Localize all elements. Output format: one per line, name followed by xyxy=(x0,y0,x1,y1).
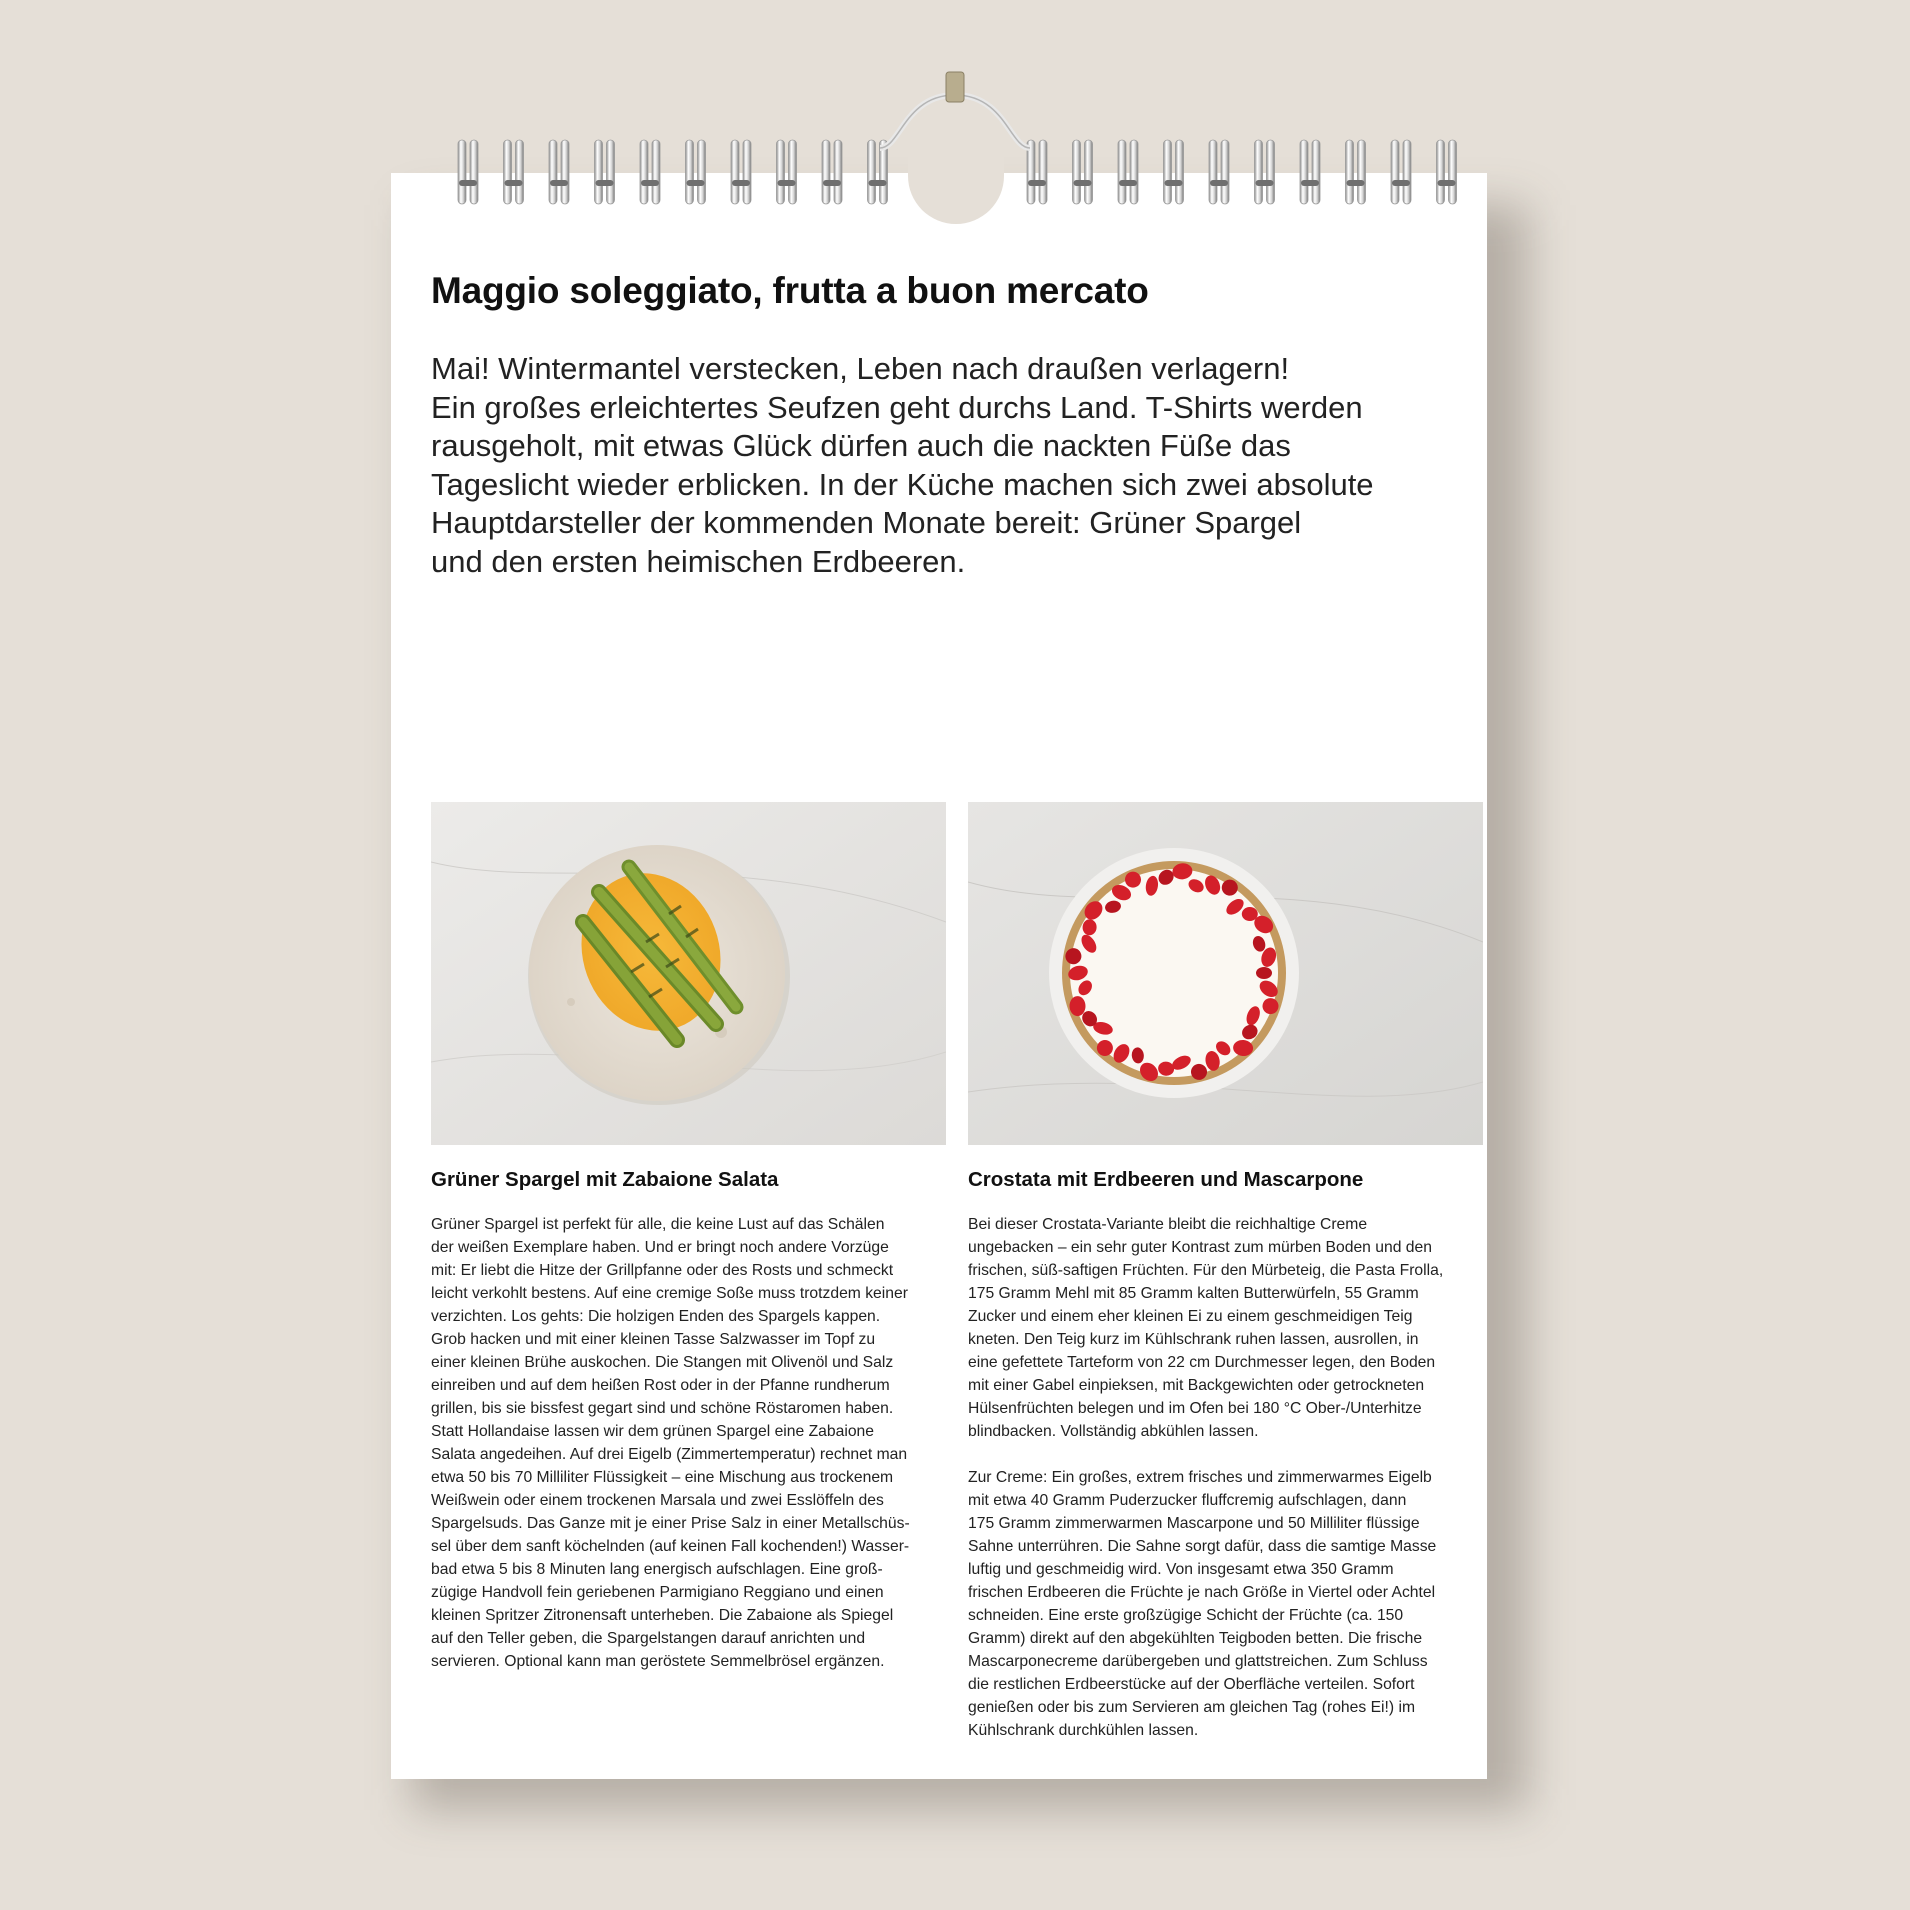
recipe-line: Spargelsuds. Das Ganze mit je einer Prise Salz in einer Metallschüs- xyxy=(431,1515,910,1532)
recipe-line: frischen, süß-saftigen Früchten. Für den Mürbeteig, die Pasta Frolla, xyxy=(968,1262,1444,1279)
recipe-line: Grob hacken und mit einer kleinen Tasse Salzwasser im Topf zu xyxy=(431,1331,876,1348)
recipe-line: Gramm) direkt auf den abgekühlten Teigboden betten. Die frische xyxy=(968,1630,1423,1647)
recipe-line: genießen oder bis zum Servieren am gleichen Tag (rohes Ei!) im xyxy=(968,1699,1416,1716)
recipe-line: Zucker und einem eher kleinen Ei zu einem geschmeidigen Teig xyxy=(968,1308,1413,1325)
intro-line: Mai! Wintermantel verstecken, Leben nach draußen verlagern! xyxy=(431,351,1290,386)
recipe-line: bad etwa 5 bis 8 Minuten lang energisch aufschlagen. Eine groß- xyxy=(431,1561,883,1578)
strawberry xyxy=(1256,967,1272,979)
recipe-text-asparagus xyxy=(431,1213,971,1673)
recipe-line: sel über dem sanft köchelnden (auf keinen Fall kochenden!) Wasser- xyxy=(431,1538,910,1555)
hanger-wire xyxy=(880,95,1030,148)
recipe-line: Kühlschrank durchkühlen lassen. xyxy=(968,1722,1199,1739)
recipe-line: Sahne unterrühren. Die Sahne sorgt dafür, dass die samtige Masse xyxy=(968,1538,1437,1555)
recipe-line: Zur Creme: Ein großes, extrem frisches und zimmerwarmes Eigelb xyxy=(968,1469,1432,1486)
recipe-line: einreiben und auf dem heißen Rost oder in der Pfanne rundherum xyxy=(431,1377,890,1394)
recipe-line xyxy=(968,1443,1508,1466)
recipe-line: kleinen Spritzer Zitronensaft unterheben. Die Zabaione als Spiegel xyxy=(431,1607,894,1624)
recipe-title-asparagus: Grüner Spargel mit Zabaione Salata xyxy=(431,1168,779,1191)
recipe-line: auf den Teller geben, die Spargelstangen darauf anrichten und xyxy=(431,1630,866,1647)
recipe-line: etwa 50 bis 70 Milliliter Flüssigkeit – eine Mischung aus trockenem xyxy=(431,1469,894,1486)
recipe-text-crostata xyxy=(968,1213,1508,1742)
intro-line: Ein großes erleichtertes Seufzen geht durchs Land. T-Shirts werden xyxy=(431,389,1363,425)
recipe-line: frischen Erdbeeren die Früchte je nach Größe in Viertel oder Achtel xyxy=(968,1584,1436,1601)
recipe-line: 175 Gramm Mehl mit 85 Gramm kalten Butterwürfeln, 55 Gramm xyxy=(968,1285,1419,1302)
recipe-line: Salata angedeihen. Auf drei Eigelb (Zimmertemperatur) rechnet man xyxy=(431,1446,908,1463)
recipe-line: zügige Handvoll fein geriebenen Parmigiano Reggiano und einen xyxy=(431,1584,884,1601)
recipe-line: 175 Gramm zimmerwarmen Mascarpone und 50 Milliliter flüssige xyxy=(968,1515,1420,1532)
crostata-photo xyxy=(968,802,1483,1145)
intro-line: Tageslicht wieder erblicken. In der Küche machen sich zwei absolute xyxy=(431,466,1374,502)
recipe-line: servieren. Optional kann man geröstete Semmelbrösel ergänzen. xyxy=(431,1653,885,1670)
recipe-line: mit: Er liebt die Hitze der Grillpfanne oder des Rosts und schmeckt xyxy=(431,1262,894,1279)
recipe-line: mit etwa 40 Gramm Puderzucker fluffcremig aufschlagen, dann xyxy=(968,1492,1407,1509)
page-title: Maggio soleggiato, frutta a buon mercato xyxy=(431,270,1149,311)
intro-line: und den ersten heimischen Erdbeeren. xyxy=(431,543,966,579)
recipe-line: schneiden. Eine erste großzügige Schicht der Früchte (ca. 150 xyxy=(968,1607,1404,1624)
recipe-line: einer kleinen Brühe auskochen. Die Stangen mit Olivenöl und Salz xyxy=(431,1354,894,1371)
recipe-line: Hülsenfrüchten belegen und im Ofen bei 180 °C Ober-/Unterhitze xyxy=(968,1400,1422,1417)
recipe-line: Bei dieser Crostata-Variante bleibt die reichhaltige Creme xyxy=(968,1216,1368,1233)
recipe-line: blindbacken. Vollständig abkühlen lassen. xyxy=(968,1423,1259,1440)
intro-line: Hauptdarsteller der kommenden Monate bereit: Grüner Spargel xyxy=(431,505,1302,541)
recipe-line: Weißwein oder einem trockenen Marsala und zwei Esslöffeln des xyxy=(431,1492,884,1509)
recipe-line: der weißen Exemplare haben. Und er bringt noch andere Vorzüge xyxy=(431,1239,889,1256)
recipe-line: leicht verkohlt bestens. Auf eine cremige Soße muss trotzdem keiner xyxy=(431,1285,908,1302)
recipe-line: mit einer Gabel einpieksen, mit Backgewichten oder getrockneten xyxy=(968,1377,1425,1394)
recipe-line: Grüner Spargel ist perfekt für alle, die keine Lust auf das Schälen xyxy=(431,1216,885,1233)
asparagus-photo xyxy=(431,802,946,1145)
recipe-title-crostata: Crostata mit Erdbeeren und Mascarpone xyxy=(968,1168,1364,1191)
recipe-line: Statt Hollandaise lassen wir dem grünen Spargel eine Zabaione xyxy=(431,1423,875,1440)
wall-nail xyxy=(946,72,964,102)
intro-line: rausgeholt, mit etwas Glück dürfen auch die nackten Füße das xyxy=(431,428,1291,464)
recipe-line: verzichten. Los gehts: Die holzigen Enden des Spargels kappen. xyxy=(431,1308,881,1325)
recipe-line: die restlichen Erdbeerstücke auf der Oberfläche verteilen. Sofort xyxy=(968,1676,1415,1693)
recipe-line: Mascarponecreme darübergeben und glattstreichen. Zum Schluss xyxy=(968,1653,1428,1670)
recipe-line: eine gefettete Tarteform von 22 cm Durchmesser legen, den Boden xyxy=(968,1354,1436,1371)
recipe-line: grillen, bis sie bissfest gegart sind und schöne Röstaromen haben. xyxy=(431,1400,894,1417)
intro-text xyxy=(431,350,1441,582)
recipe-line: luftig und geschmeidig wird. Von insgesamt etwa 350 Gramm xyxy=(968,1561,1394,1578)
recipe-line: ungebacken – ein sehr guter Kontrast zum mürben Boden und den xyxy=(968,1239,1432,1256)
recipe-line: kneten. Den Teig kurz im Kühlschrank ruhen lassen, ausrollen, in xyxy=(968,1331,1419,1348)
